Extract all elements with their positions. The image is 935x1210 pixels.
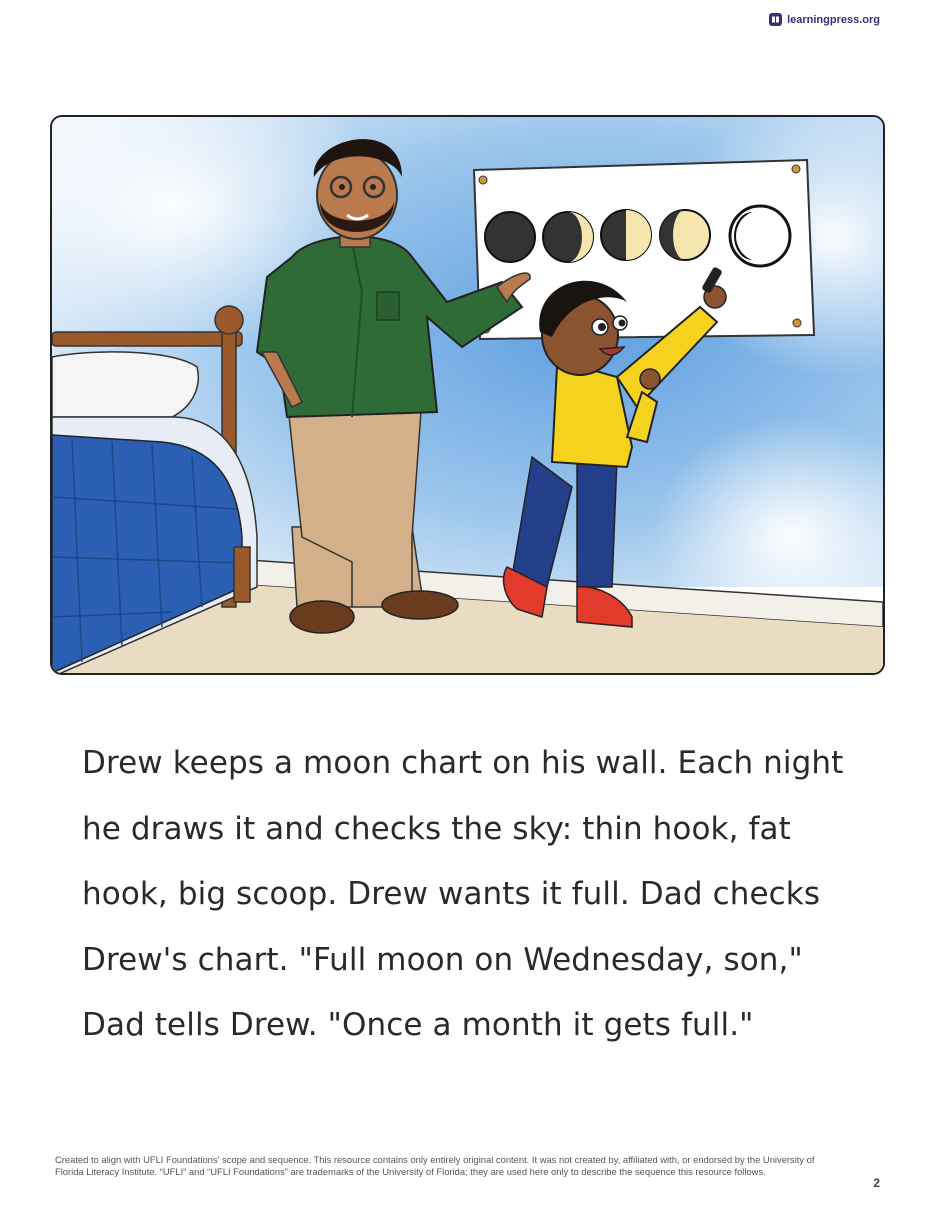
illustration-scene [52, 117, 883, 673]
brand-logo[interactable] [769, 13, 880, 26]
footer-disclaimer: Created to align with UFLI Foundations' scope and sequence. This resource contains only entirely original content. It was not created by, affiliated with, or endorsed by the University of Florida Literacy Institute. “UFLI” and “UFLI Foundations” are trademarks of the University of Florida; they are used here only to describe the sequence this resource follows. [55, 1154, 815, 1177]
story-line: Drew keeps a moon chart on his wall. Each night [82, 745, 844, 781]
story-line: Dad tells Drew. "Once a month it gets full." [82, 1007, 754, 1043]
story-text [82, 731, 882, 1059]
story-line: hook, big scoop. Drew wants it full. Dad checks [82, 876, 821, 912]
book-icon [769, 13, 782, 26]
moon-phase-new [485, 212, 535, 262]
story-line: Drew's chart. "Full moon on Wednesday, son," [82, 941, 803, 978]
brand-text: learningpress.org [787, 13, 880, 26]
moon-chart [474, 160, 814, 339]
page-number: 2 [873, 1176, 880, 1190]
story-illustration [50, 115, 885, 675]
story-line: he draws it and checks the sky: thin hook, fat [82, 810, 791, 847]
